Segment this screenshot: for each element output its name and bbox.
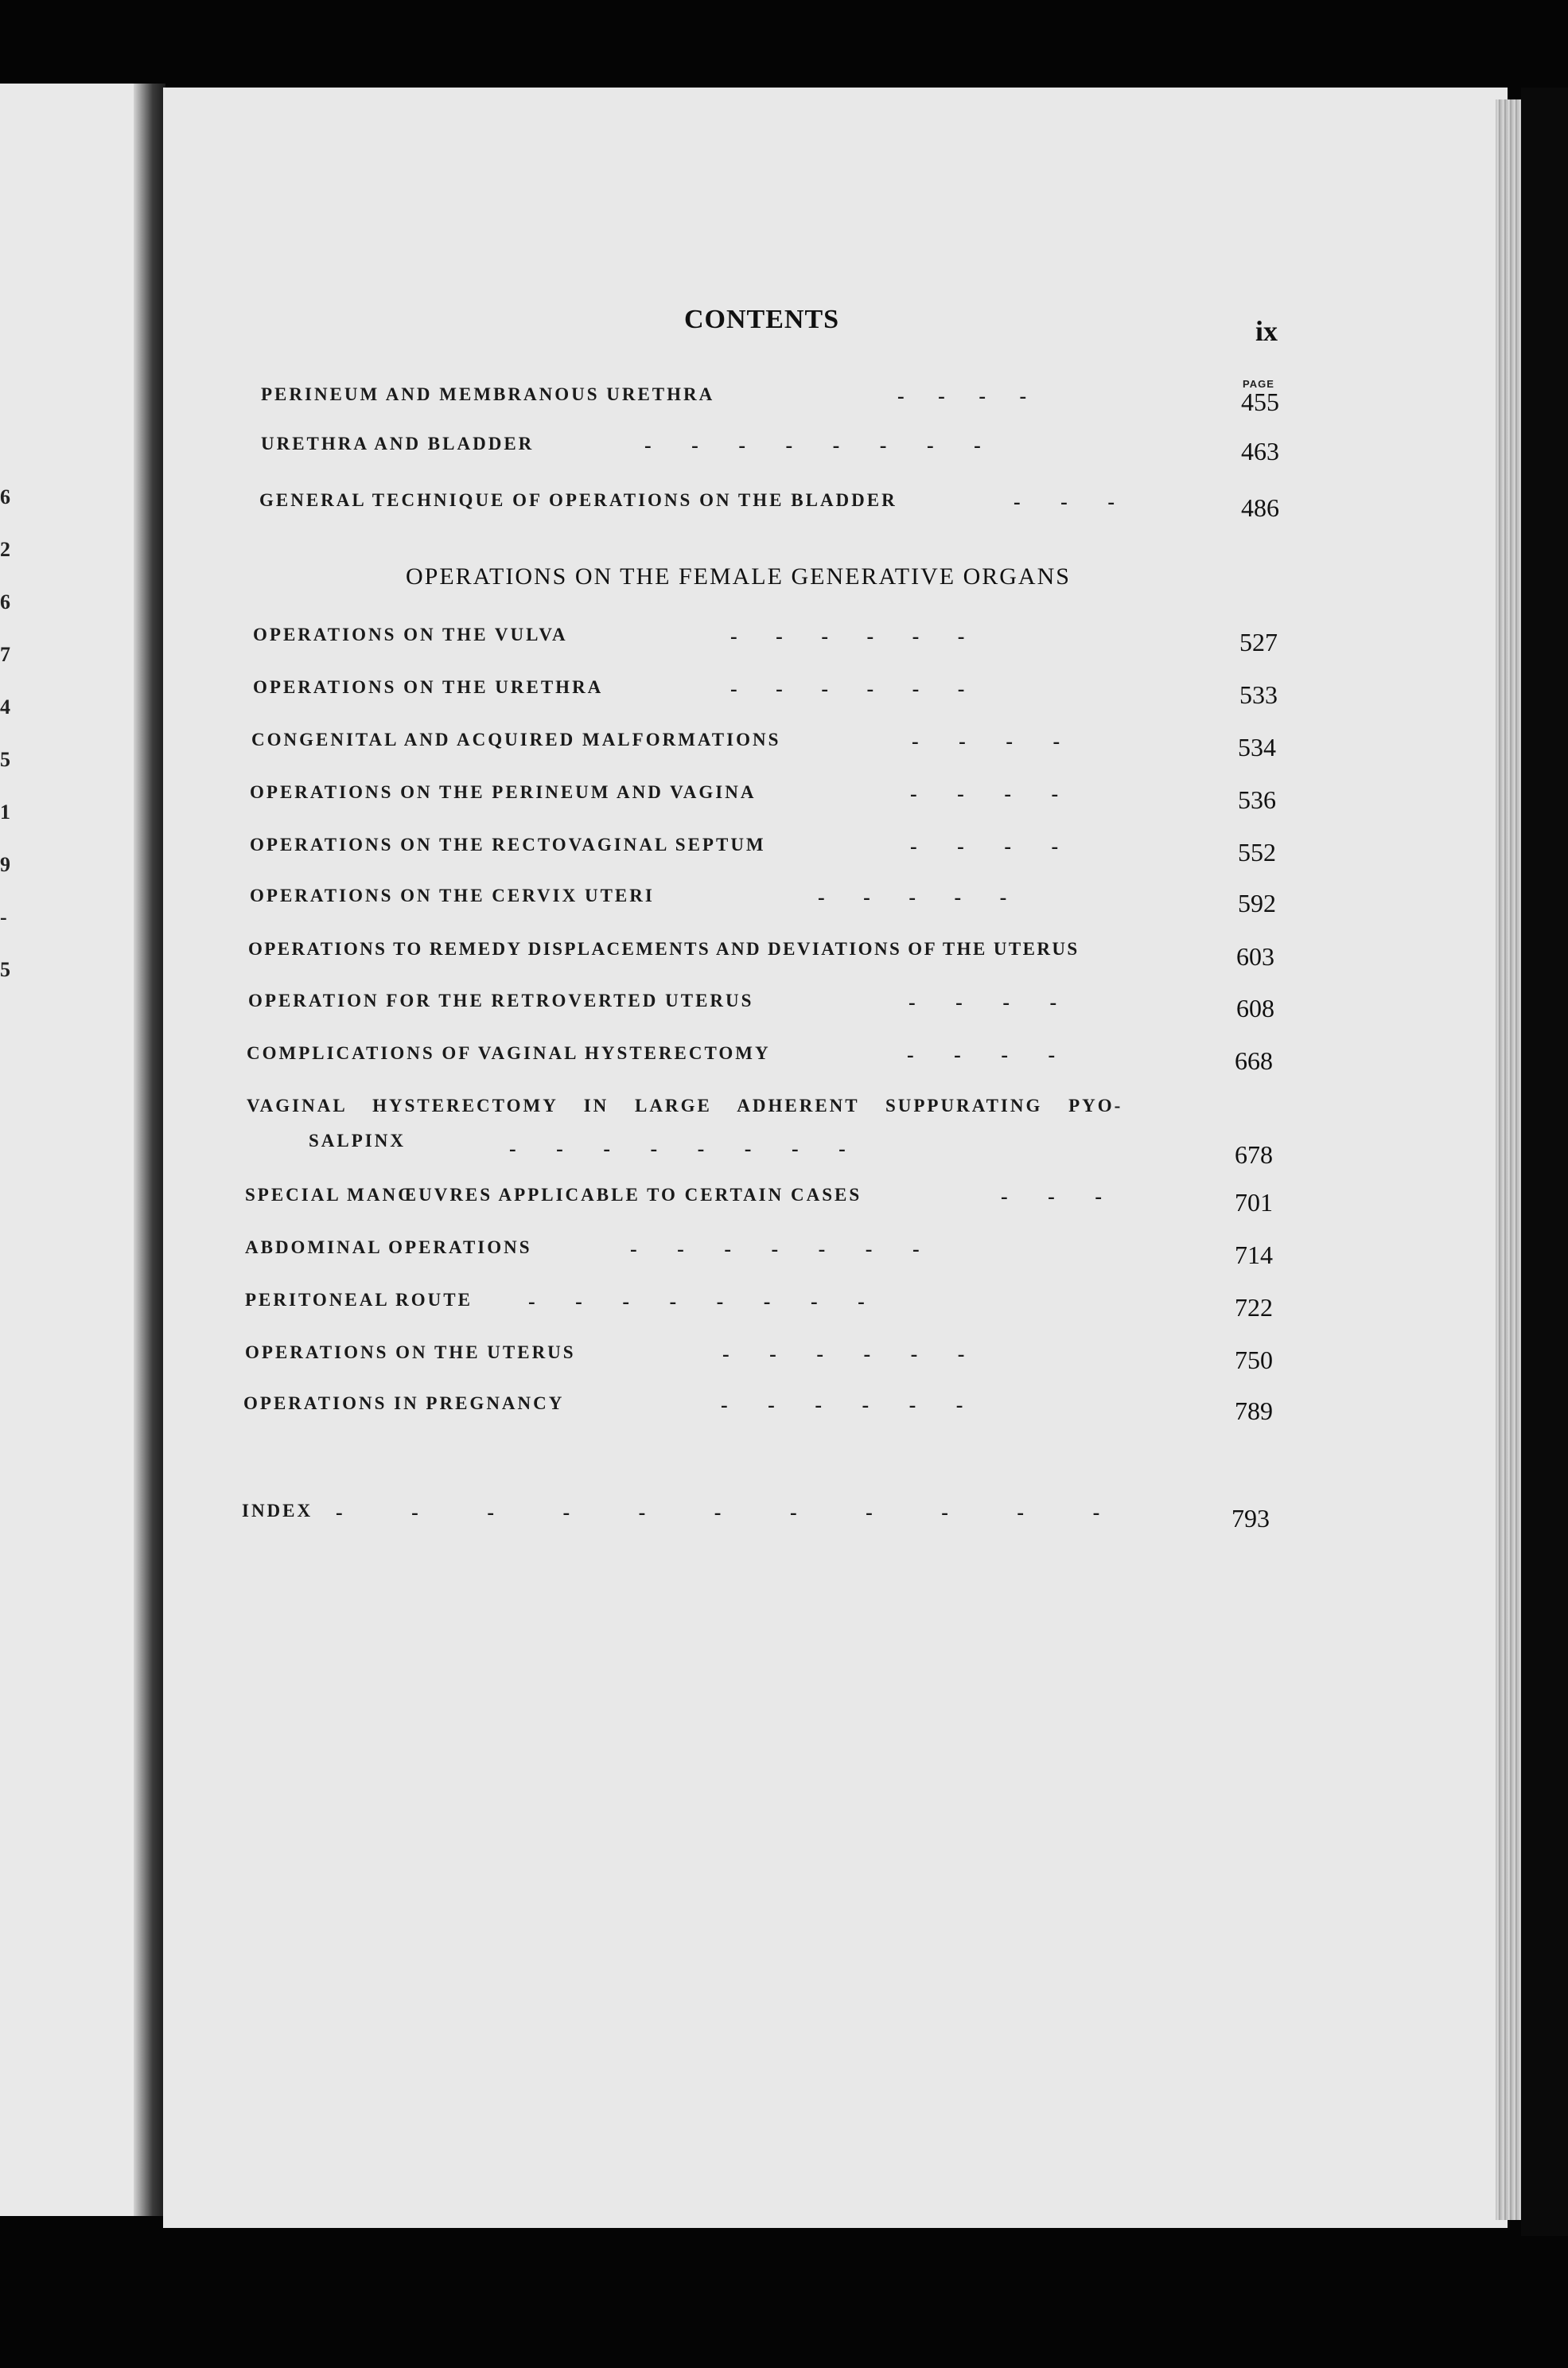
toc-entry-index <box>242 1501 1276 1533</box>
book-gutter <box>134 84 165 2216</box>
toc-leader: - - - - - - <box>722 1342 965 1365</box>
toc-entry <box>247 1096 1281 1167</box>
toc-leader: - - - - - - <box>730 677 965 700</box>
toc-page-number: 608 <box>1236 994 1274 1022</box>
toc-page-number: 536 <box>1238 785 1276 814</box>
toc-page-number: 750 <box>1235 1346 1273 1374</box>
toc-page-number: 527 <box>1239 628 1278 656</box>
toc-entry-title: COMPLICATIONS OF VAGINAL HYSTERECTOMY <box>247 1043 771 1063</box>
scan-border-right <box>1521 88 1568 2236</box>
toc-page-number: 534 <box>1238 733 1276 761</box>
left-page-number: 1 <box>0 800 10 824</box>
toc-entry-title: ABDOMINAL OPERATIONS <box>245 1237 532 1257</box>
toc-page-number: 789 <box>1235 1396 1273 1425</box>
left-facing-page <box>0 84 155 2216</box>
left-page-number: 7 <box>0 643 10 666</box>
toc-entry <box>259 490 1294 522</box>
page-edge-stack <box>1496 99 1521 2220</box>
toc-leader: - - - - <box>907 1043 1056 1066</box>
toc-entry <box>261 384 1295 416</box>
toc-leader: - - - - - - <box>730 625 965 648</box>
toc-leader: - - - - - - - - <box>509 1137 846 1160</box>
toc-entry-title: OPERATIONS ON THE VULVA <box>253 625 568 645</box>
toc-leader: - - - - - - - <box>630 1237 920 1260</box>
toc-page-number: 668 <box>1235 1046 1273 1075</box>
toc-entry-title: OPERATION FOR THE RETROVERTED UTERUS <box>248 991 754 1011</box>
toc-entry-title: OPERATIONS ON THE CERVIX UTERI <box>250 886 655 906</box>
toc-leader: - - - <box>1014 490 1115 513</box>
toc-entry <box>250 782 1284 814</box>
toc-entry-title: INDEX <box>242 1501 313 1521</box>
toc-entry-title: URETHRA AND BLADDER <box>261 434 535 454</box>
toc-entry <box>248 939 1282 971</box>
toc-leader: - - - - <box>910 782 1059 805</box>
toc-page-number: 701 <box>1235 1188 1273 1217</box>
toc-entry-title: OPERATIONS ON THE RECTOVAGINAL SEPTUM <box>250 835 766 855</box>
left-page-number: 4 <box>0 695 10 719</box>
toc-page-number: 603 <box>1236 942 1274 971</box>
toc-entry <box>245 1237 1279 1269</box>
toc-page-number: 714 <box>1235 1240 1273 1269</box>
page-column-label: PAGE <box>1243 378 1274 390</box>
toc-entry-title: VAGINAL HYSTERECTOMY IN LARGE ADHERENT SUPPURATING PYO- <box>247 1096 1123 1116</box>
toc-page-number: 592 <box>1238 889 1276 917</box>
toc-leader: - - - - - - - - <box>644 434 981 457</box>
toc-page-number: 793 <box>1231 1504 1270 1533</box>
toc-entry-title: OPERATIONS IN PREGNANCY <box>243 1393 565 1413</box>
toc-entry-title: SPECIAL MANŒUVRES APPLICABLE TO CERTAIN CASES <box>245 1185 862 1205</box>
toc-page-number: 722 <box>1235 1293 1273 1322</box>
toc-entry <box>248 991 1282 1022</box>
toc-entry-title: PERINEUM AND MEMBRANOUS URETHRA <box>261 384 715 404</box>
toc-entry <box>251 730 1286 761</box>
toc-leader: - - - - - <box>818 886 1007 909</box>
toc-leader: - - - - <box>897 384 1027 407</box>
toc-entry-title: OPERATIONS ON THE URETHRA <box>253 677 604 697</box>
toc-entry <box>247 1043 1281 1075</box>
toc-entry <box>245 1342 1279 1374</box>
toc-entry-title: OPERATIONS ON THE PERINEUM AND VAGINA <box>250 782 757 802</box>
toc-page-number: 463 <box>1241 437 1279 465</box>
toc-page-number: 455 <box>1241 388 1279 416</box>
toc-entry <box>261 434 1295 465</box>
toc-leader: - - - - <box>909 991 1057 1014</box>
toc-entry <box>245 1185 1279 1217</box>
toc-page-number: 678 <box>1235 1140 1273 1169</box>
left-page-number: 6 <box>0 590 10 613</box>
toc-leader: - - - - <box>910 835 1059 858</box>
running-head: CONTENTS <box>684 305 840 334</box>
left-page-numbers <box>0 485 24 1011</box>
left-page-number: - <box>0 906 7 929</box>
toc-leader: - - - - - - <box>721 1393 963 1416</box>
toc-page-number: 552 <box>1238 838 1276 867</box>
toc-entry-title: PERITONEAL ROUTE <box>245 1290 473 1310</box>
toc-entry <box>243 1393 1278 1425</box>
toc-entry-title: OPERATIONS ON THE UTERUS <box>245 1342 576 1362</box>
toc-page-number: 533 <box>1239 680 1278 709</box>
toc-leader: - - - - - - - - <box>528 1290 865 1313</box>
left-page-number: 6 <box>0 485 10 508</box>
toc-entry <box>250 835 1284 867</box>
toc-entry <box>250 886 1284 917</box>
left-page-number: 2 <box>0 538 10 561</box>
section-heading: OPERATIONS ON THE FEMALE GENERATIVE ORGANS <box>406 563 1071 590</box>
toc-leader: - - - - - - - - - - - <box>336 1501 1100 1524</box>
toc-entry-title: GENERAL TECHNIQUE OF OPERATIONS ON THE BLADDER <box>259 490 897 510</box>
toc-leader: - - - - <box>912 730 1060 753</box>
toc-entry-title: CONGENITAL AND ACQUIRED MALFORMATIONS <box>251 730 781 750</box>
toc-entry <box>253 677 1287 709</box>
toc-entry <box>253 625 1287 656</box>
left-page-number: 9 <box>0 853 10 876</box>
toc-page-number: 486 <box>1241 493 1279 522</box>
toc-entry-title: OPERATIONS TO REMEDY DISPLACEMENTS AND DEVIATIONS OF THE UTERUS <box>248 939 1080 959</box>
left-page-number: 5 <box>0 748 10 771</box>
left-page-number: 5 <box>0 958 10 981</box>
toc-entry <box>245 1290 1279 1322</box>
page-folio: ix <box>1255 315 1278 347</box>
toc-leader: - - - <box>1001 1185 1102 1208</box>
toc-entry-continuation: SALPINX <box>309 1131 406 1151</box>
